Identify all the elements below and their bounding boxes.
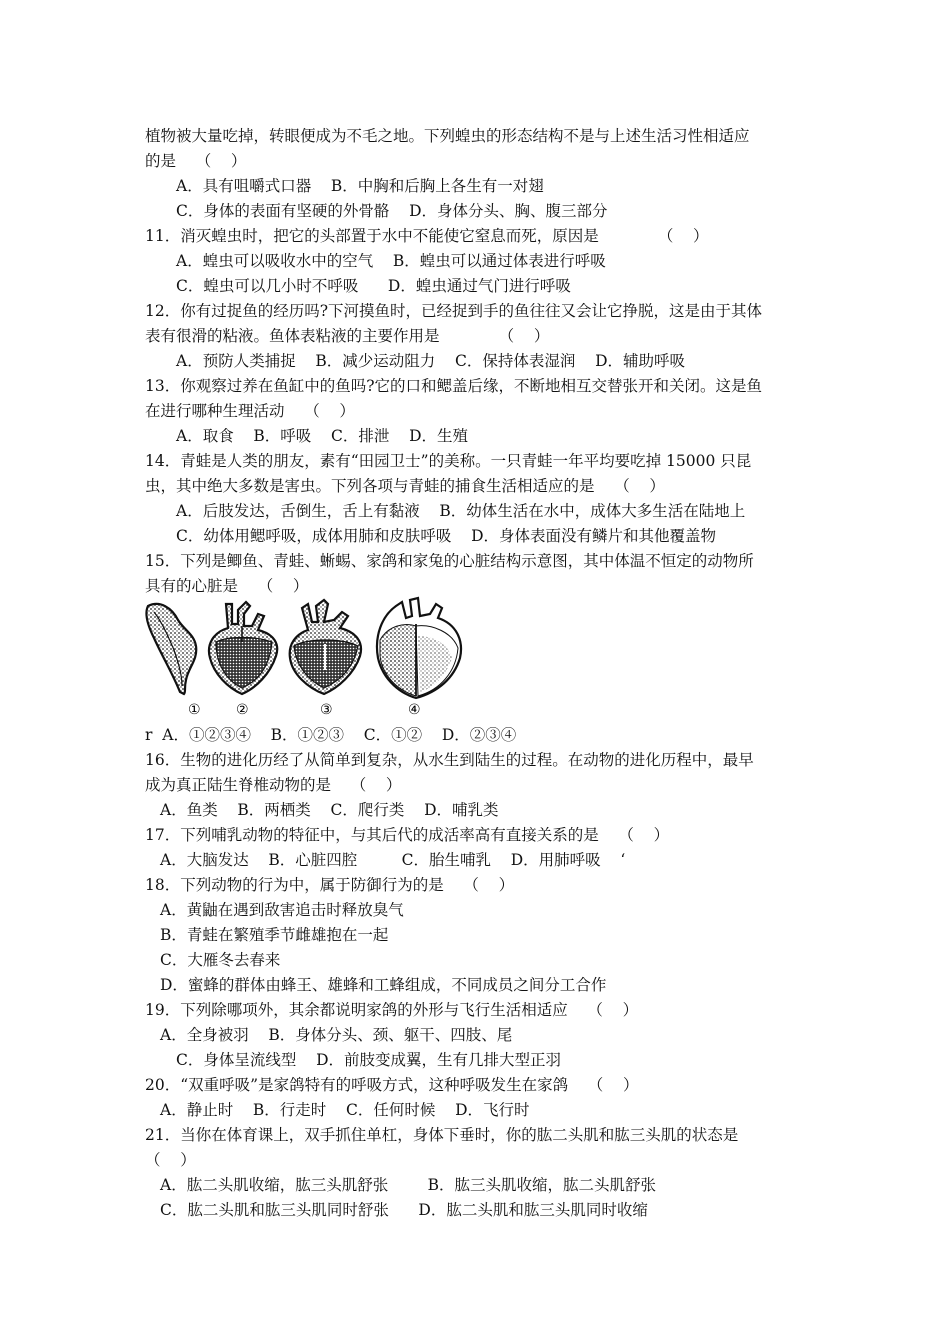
text-line: 18．下列动物的行为中，属于防御行为的是 （ ） — [145, 876, 515, 894]
text-line: A．鱼类 B．两栖类 C．爬行类 D．哺乳类 — [160, 801, 499, 819]
text-line: 17．下列哺乳动物的特征中，与其后代的成活率高有直接关系的是 （ ） — [145, 826, 670, 844]
text-line: D．蜜蜂的群体由蜂王、雄蜂和工蜂组成，不同成员之间分工合作 — [160, 976, 607, 994]
text-line: A．后肢发达，舌倒生，舌上有黏液 B．幼体生活在水中，成体大多生活在陆地上 — [176, 502, 746, 520]
heart-label-4: ④ — [408, 702, 421, 718]
lizard-heart — [290, 600, 361, 694]
text-line: 14．青蛙是人类的朋友，素有“田园卫士”的美称。一只青蛙一年平均要吃掉 15000 只昆 — [145, 452, 752, 470]
heart-label-2: ② — [236, 702, 249, 718]
text-line: C．身体呈流线型 D．前肢变成翼，生有几排大型正羽 — [176, 1051, 561, 1069]
text-line: 19．下列除哪项外，其余都说明家鸽的外形与飞行生活相适应 （ ） — [145, 1001, 639, 1019]
text-line: A．大脑发达 B．心脏四腔 C．胎生哺乳 D．用肺呼吸 ‘ — [160, 851, 626, 869]
text-line: A．全身被羽 B．身体分头、颈、躯干、四肢、尾 — [160, 1026, 513, 1044]
text-line: A．肱二头肌收缩，肱三头肌舒张 B．肱三头肌收缩，肱二头肌舒张 — [160, 1176, 657, 1194]
text-line: B．青蛙在繁殖季节雌雄抱在一起 — [160, 926, 389, 944]
text-line: C．蝗虫可以几小时不呼吸 D．蝗虫通过气门进行呼吸 — [176, 277, 571, 295]
text-line: 植物被大量吃掉，转眼便成为不毛之地。下列蝗虫的形态结构不是与上述生活习性相适应 — [145, 127, 750, 145]
text-line: C．身体的表面有坚硬的外骨骼 D．身体分头、胸、腹三部分 — [176, 202, 608, 220]
text-line: C．大雁冬去春来 — [160, 951, 281, 969]
text-line: 具有的心脏是 （ ） — [145, 577, 309, 595]
text-line: 13．你观察过养在鱼缸中的鱼吗?它的口和鳃盖后缘，不断地相互交替张开和关闭。这是鱼 — [145, 377, 763, 395]
heart-label-1: ① — [188, 702, 201, 718]
fish-heart — [146, 604, 196, 694]
text-line: A．预防人类捕捉 B．减少运动阻力 C．保持体表湿润 D．辅助呼吸 — [176, 352, 685, 370]
text-line: C．幼体用鳃呼吸，成体用肺和皮肤呼吸 D．身体表面没有鳞片和其他覆盖物 — [176, 527, 716, 545]
heart-diagrams — [142, 596, 472, 718]
text-line: 成为真正陆生脊椎动物的是 （ ） — [145, 776, 402, 794]
text-line: r A．①②③④ B．①②③ C．①② D．②③④ — [145, 726, 517, 744]
text-line: 21．当你在体育课上，双手抓住单杠，身体下垂时，你的肱二头肌和肱三头肌的状态是 — [145, 1126, 739, 1144]
text-line: A．具有咀嚼式口器 B．中胸和后胸上各生有一对翅 — [176, 177, 544, 195]
heart-label-3: ③ — [320, 702, 333, 718]
text-line: C．肱二头肌和肱三头肌同时舒张 D．肱二头肌和肱三头肌同时收缩 — [160, 1201, 648, 1219]
text-line: A．静止时 B．行走时 C．任何时候 D．飞行时 — [160, 1101, 530, 1119]
text-line: A．取食 B．呼吸 C．排泄 D．生殖 — [176, 427, 468, 445]
frog-heart — [209, 602, 277, 694]
text-line: A．蝗虫可以吸收水中的空气 B．蝗虫可以通过体表进行呼吸 — [176, 252, 606, 270]
text-line: 12．你有过捉鱼的经历吗?下河摸鱼时，已经捉到手的鱼往往又会让它挣脱，这是由于其体 — [145, 302, 763, 320]
text-line: 20．“双重呼吸”是家鸽特有的呼吸方式，这种呼吸发生在家鸽 （ ） — [145, 1076, 639, 1094]
text-line: A．黄鼬在遇到敌害追击时释放臭气 — [160, 901, 404, 919]
text-line: 15．下列是鲫鱼、青蛙、蜥蜴、家鸽和家兔的心脏结构示意图，其中体温不恒定的动物所 — [145, 552, 754, 570]
text-line: 虫，其中绝大多数是害虫。下列各项与青蛙的捕食生活相适应的是 （ ） — [145, 477, 665, 495]
text-line: 11．消灭蝗虫时，把它的头部置于水中不能使它窒息而死，原因是 （ ） — [145, 227, 709, 245]
text-line: 表有很滑的粘液。鱼体表粘液的主要作用是 （ ） — [145, 327, 550, 345]
bird-heart — [377, 598, 461, 698]
heart-diagrams-figure — [142, 596, 472, 718]
text-line: （ ） — [145, 1151, 196, 1169]
text-line: 在进行哪种生理活动 （ ） — [145, 402, 355, 420]
text-line: 16．生物的进化历经了从简单到复杂，从水生到陆生的过程。在动物的进化历程中，最早 — [145, 751, 754, 769]
text-line: 的是 （ ） — [145, 152, 247, 170]
